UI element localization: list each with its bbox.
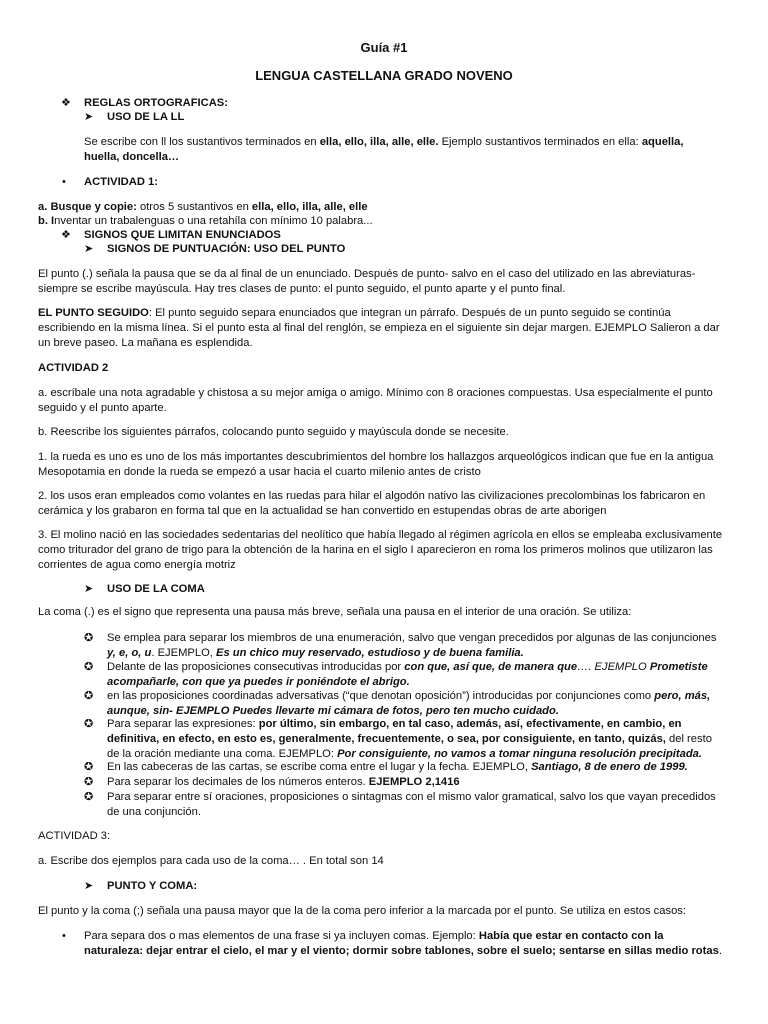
diamond-bullet-icon: ❖: [61, 229, 71, 241]
circle-bullet-icon: ✪: [84, 661, 94, 673]
circle-bullet-icon: ✪: [84, 690, 94, 702]
circle-bullet-icon: ✪: [84, 718, 94, 730]
arrow-bullet-icon: ➤: [84, 583, 94, 595]
arrow-bullet-icon: ➤: [84, 880, 94, 892]
activity-3-item-a: a. Escribe dos ejemplos para cada uso de la coma… . En total son 14: [38, 855, 384, 867]
arrow-bullet-icon: ➤: [84, 243, 94, 255]
punto-paragraph: El punto (.) señala la pausa que se da al final de un enunciado. Después de punto- salvo en el caso del utilizado en las abreviaturas- siempre se escribe mayúscula. Hay tres clases de punto: el punto seguido, el punto aparte y el punto final.: [38, 268, 696, 295]
coma-use-4: Para separar las expresiones: por último, sin embargo, en tal caso, además, así, efectivamente, en cambio, en definitiva, en efecto, en esto es, generalmente, frecuentemente, o sea, por consiguiente, en tanto, quizás, del resto de la oración mediante una coma. EJEMPLO: Por consiguiente, no vamos a tomar ninguna resolución precipitada.: [107, 718, 712, 760]
circle-bullet-icon: ✪: [84, 632, 94, 644]
paragraph-3: 3. El molino nació en las sociedades sedentarias del neolítico que había llegado al régimen agrícola en ellos se empleaba exclusivamente como triturador del grano de trigo para la obtención de la harina en el siglo I aparecieron en roma los primeros molinos que utilizaron las corrientes de agua como energía motriz: [38, 529, 723, 571]
activity-1-item-b: b. Inventar un trabalenguas o una retahíla con mínimo 10 palabra...: [38, 215, 373, 227]
ll-rule-paragraph: Se escribe con ll los sustantivos terminados en ella, ello, illa, alle, elle. Ejemplo sustantivos terminados en ella: aquella, huella, doncella…: [84, 136, 684, 163]
guide-number-title: Guía #1: [360, 40, 408, 55]
circle-bullet-icon: ✪: [84, 761, 94, 773]
coma-paragraph: La coma (.) es el signo que representa una pausa más breve, señala una pausa en el interior de una oración. Se utiliza:: [38, 606, 632, 618]
coma-use-2: Delante de las proposiciones consecutivas introducidas por con que, así que, de manera que…. EJEMPLO Prometiste acompañarle, con que ya puedes ir poniéndote el abrigo.: [107, 661, 708, 688]
activity-2-item-b: b. Reescribe los siguientes párrafos, colocando punto seguido y mayúscula donde se necesite.: [38, 426, 509, 438]
circle-bullet-icon: ✪: [84, 776, 94, 788]
coma-use-1: Se emplea para separar los miembros de una enumeración, salvo que vengan precedidos por algunas de las conjunciones y, e, o, u. EJEMPLO, Es un chico muy reservado, estudioso y de buena familia.: [107, 632, 717, 659]
punto-seguido-paragraph: EL PUNTO SEGUIDO: El punto seguido separa enunciados que integran un párrafo. Después de un punto seguido se continúa escribiendo en la misma línea. Si el punto esta al final del renglón, se empieza en el siguiente sin dejar margen. EJEMPLO Salieron a dar un breve paseo. La mañana es esplendida.: [38, 307, 720, 349]
bullet-icon: •: [62, 930, 66, 942]
coma-use-6: Para separar los decimales de los números enteros. EJEMPLO 2,1416: [107, 776, 460, 788]
section-heading-signos: SIGNOS QUE LIMITAN ENUNCIADOS: [84, 229, 281, 241]
activity-1-heading: ACTIVIDAD 1:: [84, 176, 158, 188]
punto-coma-paragraph: El punto y la coma (;) señala una pausa mayor que la de la coma pero inferior a la marcada por el punto. Se utiliza en estos casos:: [38, 905, 686, 917]
bullet-icon: •: [62, 176, 66, 188]
section-heading-coma: USO DE LA COMA: [107, 583, 205, 595]
paragraph-1: 1. la rueda es uno es uno de los más importantes descubrimientos del hombre los hallazgos arqueológicos indican que fue en la antigua Mesopotamia en donde la rueda se empezó a usar hacia el cuarto milenio antes de cristo: [38, 451, 714, 478]
activity-2-heading: ACTIVIDAD 2: [38, 362, 109, 374]
activity-2-item-a: a. escríbale una nota agradable y chistosa a su mejor amiga o amigo. Mínimo con 8 oraciones compuestas. Usa especialmente el punto seguido y el punto aparte.: [38, 387, 713, 414]
coma-use-5: En las cabeceras de las cartas, se escribe coma entre el lugar y la fecha. EJEMPLO, Santiago, 8 de enero de 1999.: [107, 761, 688, 773]
activity-1-item-a: a. Busque y copie: otros 5 sustantivos en ella, ello, illa, alle, elle: [38, 201, 368, 213]
section-heading-punto: SIGNOS DE PUNTUACIÓN: USO DEL PUNTO: [107, 243, 346, 255]
circle-bullet-icon: ✪: [84, 791, 94, 803]
coma-use-3: en las proposiciones coordinadas adversativas (“que denotan oposición”) introducidas por conjunciones como pero, más, aunque, sin- EJEMPLO Puedes llevarte mi cámara de fotos, pero ten mucho cuidado.: [107, 690, 711, 717]
guide-subject-title: LENGUA CASTELLANA GRADO NOVENO: [255, 68, 513, 83]
activity-3-heading: ACTIVIDAD 3:: [38, 830, 111, 842]
diamond-bullet-icon: ❖: [61, 97, 71, 109]
coma-use-7: Para separar entre sí oraciones, proposiciones o sintagmas con el mismo valor gramatical, salvo los que vayan precedidos de una conjunción.: [107, 791, 716, 818]
punto-coma-use-1: Para separa dos o mas elementos de una frase si ya incluyen comas. Ejemplo: Había que estar en contacto con la naturaleza: dejar entrar el cielo, el mar y el viento; dormir sobre tablones, sobre el suelo; sentarse en sillas medio rotas.: [84, 930, 722, 957]
section-heading-reglas: REGLAS ORTOGRAFICAS:: [84, 97, 228, 109]
section-heading-punto-coma: PUNTO Y COMA:: [107, 880, 198, 892]
section-heading-uso-ll: USO DE LA LL: [107, 111, 185, 123]
paragraph-2: 2. los usos eran empleados como volantes en las ruedas para hilar el algodón nativo las civilizaciones precolombinas los fabricaron en cerámica y los grabaron en forma tal que en la actualidad se han convertido en estupendas obras de arte aborigen: [38, 490, 706, 517]
arrow-bullet-icon: ➤: [84, 111, 94, 123]
